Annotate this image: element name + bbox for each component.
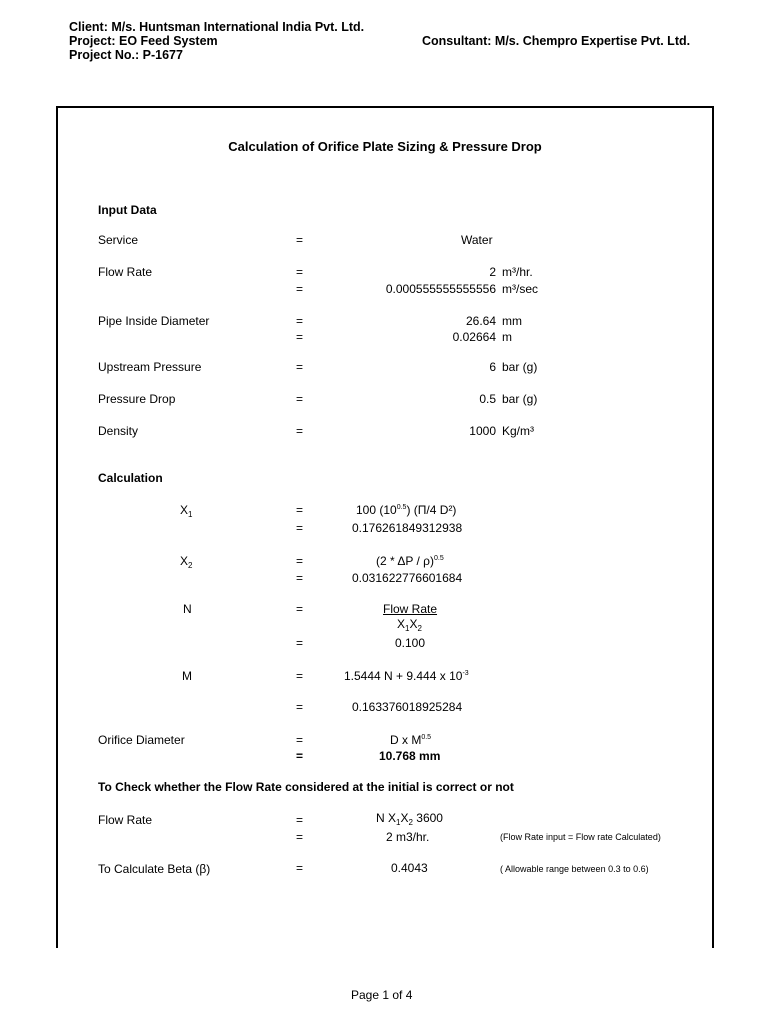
pipe-diameter-label: Pipe Inside Diameter — [98, 314, 210, 328]
x2-formula: (2 * ΔP / ρ)$^{0.5}$ — [376, 554, 444, 568]
sheet-title: Calculation of Orifice Plate Sizing & Pressure Drop — [228, 139, 542, 154]
equals-sign: = — [296, 314, 304, 328]
density-unit: Kg/m³ — [502, 424, 535, 438]
pipe-diameter-value-mm: 26.64 — [465, 314, 496, 328]
input-data-heading: Input Data — [98, 203, 157, 217]
check-flow-rate-label: Flow Rate — [98, 813, 153, 827]
density-label: Density — [98, 424, 139, 438]
flow-rate-value-m3hr: 2 — [489, 265, 496, 279]
equals-sign: = — [296, 700, 304, 714]
m-symbol: M — [182, 669, 192, 683]
m-formula: 1.5444 N + 9.444 x $10^{-3}$ — [344, 669, 469, 683]
equals-sign: = — [296, 360, 304, 374]
service-value: Water — [461, 233, 493, 247]
flow-rate-value-m3sec: 0.000555555555556 — [385, 282, 496, 296]
page-number: Page 1 of 4 — [351, 988, 413, 1002]
beta-note: ( Allowable range between 0.3 to 0.6) — [500, 864, 649, 874]
pipe-diameter-unit-m: m — [502, 330, 512, 344]
check-flow-note: (Flow Rate input = Flow rate Calculated) — [500, 832, 661, 842]
n-symbol: N — [183, 602, 192, 616]
equals-sign: = — [296, 330, 304, 344]
equals-sign: = — [296, 571, 304, 585]
beta-label: To Calculate Beta (β) — [98, 862, 211, 876]
x2-symbol: $X_2$ — [180, 554, 193, 570]
orifice-diameter-label: Orifice Diameter — [98, 733, 185, 747]
pressure-drop-unit: bar (g) — [502, 392, 538, 406]
equals-sign: = — [296, 521, 304, 535]
equals-sign: = — [296, 861, 304, 875]
n-result: 0.100 — [395, 636, 426, 650]
equals-sign: = — [296, 669, 304, 683]
upstream-pressure-label: Upstream Pressure — [98, 360, 202, 374]
check-flow-formula: N $X_1X_2$ 3600 — [376, 811, 443, 827]
equals-sign: = — [296, 733, 304, 747]
equals-sign: = — [296, 233, 304, 247]
client-line: Client: M/s. Huntsman International India Pvt. Ltd. — [69, 20, 365, 34]
service-label: Service — [98, 233, 139, 247]
upstream-pressure-value: 6 — [489, 360, 496, 374]
orifice-formula: D x $M^{0.5}$ — [390, 733, 432, 747]
equals-sign: = — [296, 636, 304, 650]
calculation-heading: Calculation — [98, 471, 163, 485]
equals-sign: = — [296, 749, 304, 763]
equals-sign: = — [296, 602, 304, 616]
beta-value: 0.4043 — [391, 861, 428, 875]
upstream-pressure-unit: bar (g) — [502, 360, 538, 374]
flow-rate-unit-m3sec: m³/sec — [502, 282, 538, 296]
pressure-drop-label: Pressure Drop — [98, 392, 176, 406]
n-denominator: $X_1X_2$ — [397, 617, 422, 633]
flow-rate-label: Flow Rate — [98, 265, 153, 279]
m-result: 0.163376018925284 — [352, 700, 463, 714]
pipe-diameter-unit-mm: mm — [502, 314, 522, 328]
density-value: 1000 — [469, 424, 496, 438]
x1-result: 0.176261849312938 — [352, 521, 463, 535]
check-flow-result: 2 m3/hr. — [386, 830, 430, 844]
consultant-line: Consultant: M/s. Chempro Expertise Pvt. Ltd. — [422, 34, 691, 48]
pipe-diameter-value-m: 0.02664 — [452, 330, 496, 344]
n-numerator: Flow Rate — [383, 602, 438, 616]
pressure-drop-value: 0.5 — [479, 392, 496, 406]
check-heading: To Check whether the Flow Rate considered at the initial is correct or not — [98, 780, 514, 794]
x1-symbol: $X_1$ — [180, 503, 193, 519]
project-line: Project: EO Feed System — [69, 34, 218, 48]
equals-sign: = — [296, 282, 304, 296]
equals-sign: = — [296, 554, 304, 568]
x1-formula: 100 $(10^{0.5})$ (Π/4 D²) — [356, 503, 457, 517]
equals-sign: = — [296, 830, 304, 844]
equals-sign: = — [296, 392, 304, 406]
equals-sign: = — [296, 503, 304, 517]
project-number-line: Project No.: P-1677 — [69, 48, 183, 62]
equals-sign: = — [296, 813, 304, 827]
orifice-diameter-result: 10.768 mm — [379, 749, 441, 763]
flow-rate-unit-m3hr: m³/hr. — [502, 265, 533, 279]
equals-sign: = — [296, 424, 304, 438]
equals-sign: = — [296, 265, 304, 279]
x2-result: 0.031622776601684 — [352, 571, 463, 585]
